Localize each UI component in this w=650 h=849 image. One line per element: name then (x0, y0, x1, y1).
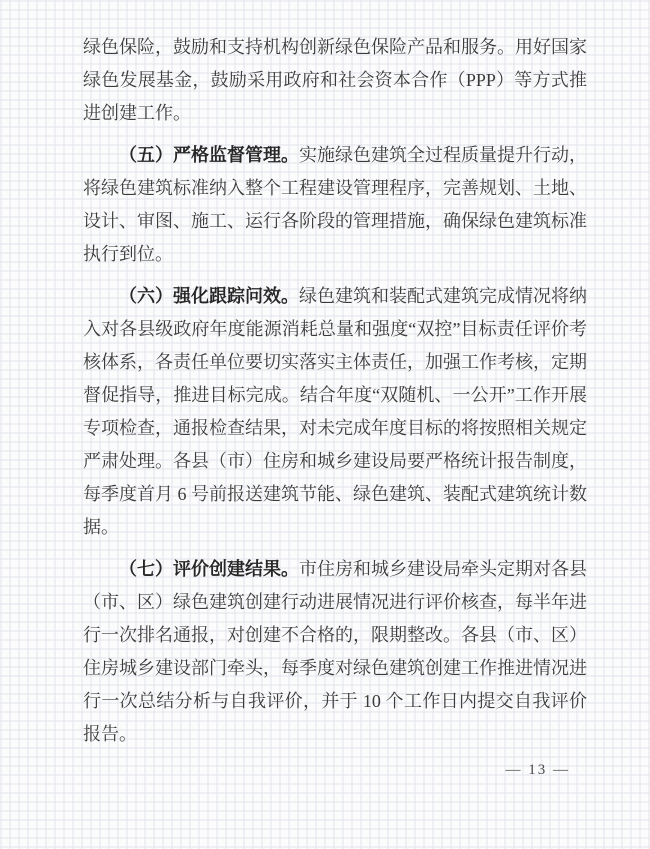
paragraph-text: 绿色保险，鼓励和支持机构创新绿色保险产品和服务。用好国家绿色发展基金，鼓励采用政府和社会资本合作（PPP）等方式推进创建工作。 (83, 37, 587, 123)
paragraph-text: 实施绿色建筑全过程质量提升行动，将绿色建筑标准纳入整个工程建设管理程序，完善规划、土地、设计、审图、施工、运行各阶段的管理措施，确保绿色建筑标准执行到位。 (83, 145, 587, 264)
paragraph-text: 市住房和城乡建设局牵头定期对各县（市、区）绿色建筑创建行动进展情况进行评价核查，每半年进行一次排名通报，对创建不合格的，限期整改。各县（市、区）住房城乡建设部门牵头，每季度对绿色建筑创建工作推进情况进行一次总结分析与自我评价，并于 10 个工作日内提交自我评价报告。 (83, 559, 587, 744)
page-number: — 13 — (505, 762, 570, 778)
body-paragraph (83, 280, 587, 544)
section-heading: （七）评价创建结果。 (119, 559, 299, 579)
body-paragraph (83, 31, 587, 130)
document-body (83, 31, 587, 751)
body-paragraph (83, 139, 587, 271)
section-heading: （六）强化跟踪问效。 (119, 286, 299, 306)
section-heading: （五）严格监督管理。 (119, 145, 299, 165)
paragraph-text: 绿色建筑和装配式建筑完成情况将纳入对各县级政府年度能源消耗总量和强度“双控”目标责任评价考核体系，各责任单位要切实落实主体责任，加强工作考核，定期督促指导，推进目标完成。结合年度“双随机、一公开”工作开展专项检查，通报检查结果，对未完成年度目标的将按照相关规定严肃处理。各县（市）住房和城乡建设局要严格统计报告制度，每季度首月 6 号前报送建筑节能、绿色建筑、装配式建筑统计数据。 (83, 286, 587, 537)
body-paragraph (83, 553, 587, 751)
